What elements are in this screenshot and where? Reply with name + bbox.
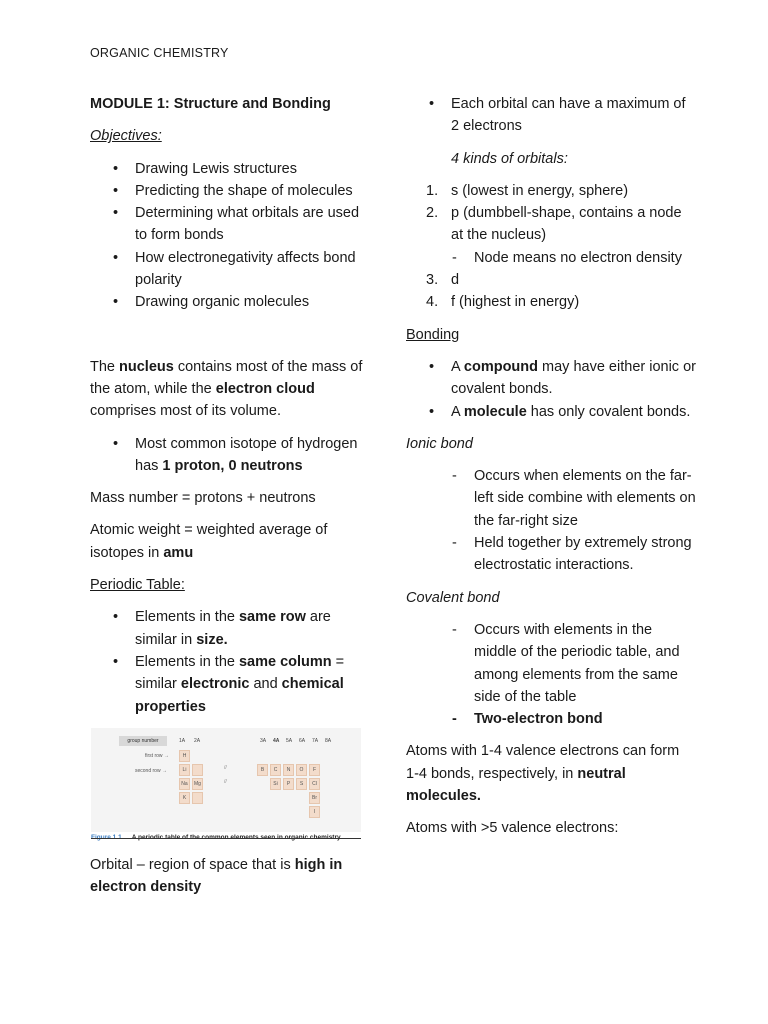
- group-label: 3A: [260, 737, 267, 744]
- two-electron-bond-item: - Two-electron bond: [406, 708, 696, 730]
- orbital-definition: Orbital – region of space that is high in electron density: [90, 856, 343, 896]
- element-cell: [192, 764, 203, 776]
- atomic-weight: Atomic weight = weighted average of isotopes in amu: [90, 522, 328, 561]
- first-row-label: first row →: [145, 752, 169, 759]
- objectives-list: [90, 158, 372, 314]
- page-header: ORGANIC CHEMISTRY: [90, 46, 229, 60]
- objective-item: • Drawing organic molecules: [90, 291, 372, 313]
- orbital-max-list: [406, 93, 696, 138]
- covalent-bond-item: - Occurs with elements in the middle of the periodic table, and among elements from the same side of the table: [406, 619, 696, 708]
- objective-item: • Predicting the shape of molecules: [90, 180, 372, 202]
- objective-item: • How electronegativity affects bond polarity: [90, 247, 372, 292]
- element-cell: [192, 792, 203, 804]
- module-title: MODULE 1: Structure and Bonding: [90, 96, 331, 112]
- orbital-max-item: • Each orbital can have a maximum of 2 electrons: [406, 93, 696, 138]
- same-row-item: • Elements in the same row are similar in size.: [90, 606, 372, 651]
- element-cell: O: [296, 764, 307, 776]
- nucleus-paragraph: The nucleus contains most of the mass of the atom, while the electron cloud comprises most of its volume.: [90, 358, 363, 420]
- element-cell: B: [257, 764, 268, 776]
- bonding-heading: Bonding: [406, 326, 460, 343]
- table-break-mark: //: [224, 764, 227, 771]
- objectives-label: Objectives:: [90, 128, 162, 145]
- group-number-label: group number: [119, 736, 167, 746]
- table-break-mark: //: [224, 778, 227, 785]
- group-label: 1A: [179, 737, 186, 744]
- group-label: 5A: [286, 737, 293, 744]
- element-cell: Cl: [309, 778, 320, 790]
- element-cell: I: [309, 806, 320, 818]
- covalent-bond-list: [406, 619, 696, 730]
- group-label: 8A: [325, 737, 332, 744]
- periodic-list: [90, 606, 372, 717]
- orbital-kind-item: 1. s (lowest in energy, sphere): [426, 182, 629, 199]
- left-column: [90, 93, 372, 908]
- compound-item: • A compound may have either ionic or covalent bonds.: [406, 356, 696, 401]
- element-cell: Mg: [192, 778, 203, 790]
- group-label: 7A: [312, 737, 319, 744]
- element-cell: S: [296, 778, 307, 790]
- kinds-of-orbitals-label: 4 kinds of orbitals:: [451, 150, 568, 167]
- element-cell: N: [283, 764, 294, 776]
- valence-5-paragraph: Atoms with >5 valence electrons:: [406, 820, 619, 837]
- valence-1-4-paragraph: Atoms with 1-4 valence electrons can form 1-4 bonds, respectively, in neutral molecules.: [406, 743, 680, 805]
- group-label: 2A: [194, 737, 201, 744]
- ionic-bond-label: Ionic bond: [406, 435, 473, 452]
- element-cell: P: [283, 778, 294, 790]
- orbital-kind-item: 4. f (highest in energy): [426, 294, 580, 311]
- node-note: - Node means no electron density: [406, 247, 696, 269]
- element-cell: K: [179, 792, 190, 804]
- ionic-bond-item: - Held together by extremely strong electrostatic interactions.: [406, 532, 696, 577]
- isotope-item: • Most common isotope of hydrogen has 1 proton, 0 neutrons: [90, 433, 372, 478]
- bonding-list: [406, 356, 696, 423]
- covalent-bond-label: Covalent bond: [406, 589, 500, 606]
- objective-item: • Drawing Lewis structures: [90, 158, 372, 180]
- element-cell: C: [270, 764, 281, 776]
- element-cell: H: [179, 750, 190, 762]
- ionic-bond-item: - Occurs when elements on the far-left side combine with elements on the far-right size: [406, 465, 696, 532]
- second-row-label: second row →: [135, 767, 167, 774]
- same-column-item: • Elements in the same column = similar electronic and chemical properties: [90, 651, 372, 718]
- orbital-kind-item: 2. p (dumbbell-shape, contains a node at the nucleus): [426, 205, 682, 244]
- periodic-table-label: Periodic Table:: [90, 577, 185, 594]
- isotope-list: [90, 433, 372, 478]
- element-cell: Br: [309, 792, 320, 804]
- element-cell: Na: [179, 778, 190, 790]
- ionic-bond-list: [406, 465, 696, 576]
- figure-rule: [91, 838, 361, 839]
- right-column: [406, 93, 696, 850]
- element-cell: Li: [179, 764, 190, 776]
- molecule-item: • A molecule has only covalent bonds.: [406, 401, 696, 423]
- element-cell: Si: [270, 778, 281, 790]
- element-cell: F: [309, 764, 320, 776]
- mass-number: Mass number = protons + neutrons: [90, 490, 316, 507]
- group-label: 4A: [273, 737, 280, 744]
- orbital-kind-item: 3. d: [426, 272, 460, 289]
- group-label: 6A: [299, 737, 306, 744]
- orbital-kinds-list: [406, 180, 696, 314]
- periodic-table-figure: [91, 728, 361, 840]
- objective-item: • Determining what orbitals are used to form bonds: [90, 202, 372, 247]
